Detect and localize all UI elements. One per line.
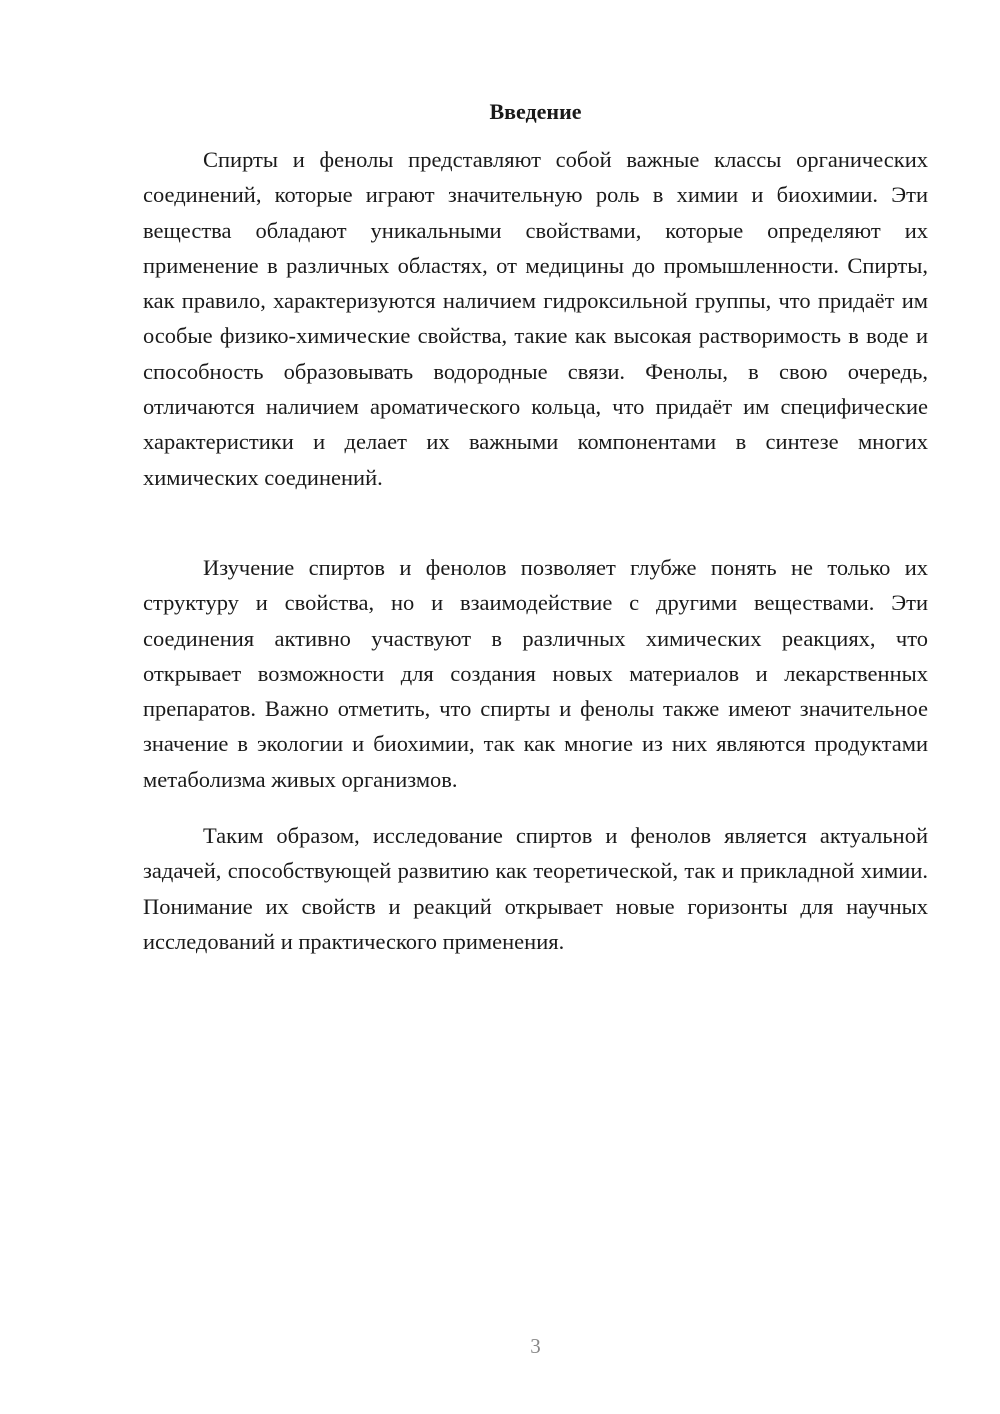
paragraph-2: Изучение спиртов и фенолов позволяет глубже понять не только их структуру и свойства, но и взаимодействие с другими веществами. Эти соединения активно участвуют в различных химических реакциях, что открывает возможности для создания новых материалов и лекарственных препаратов. Важно отметить, что спирты и фенолы также имеют значительное значение в экологии и биохимии, так как многие из них являются продуктами метаболизма живых организмов.	[143, 555, 928, 792]
paragraph-1: Спирты и фенолы представляют собой важные классы органических соединений, которые играют значительную роль в химии и биохимии. Эти вещества обладают уникальными свойствами, которые определяют их применение в различных областях, от медицины до промышленности. Спирты, как правило, характеризуются наличием гидроксильной группы, что придаёт им особые физико-химические свойства, такие как высокая растворимость в воде и способность образовывать водородные связи. Фенолы, в свою очередь, отличаются наличием ароматического кольца, что придаёт им специфические характеристики и делает их важными компонентами в синтезе многих химических соединений.	[143, 147, 928, 490]
page-number: 3	[530, 1334, 541, 1358]
section-heading: Введение	[489, 99, 582, 124]
paragraph-3: Таким образом, исследование спиртов и фенолов является актуальной задачей, способствующей развитию как теоретической, так и прикладной химии. Понимание их свойств и реакций открывает новые горизонты для научных исследований и практического применения.	[143, 823, 928, 954]
